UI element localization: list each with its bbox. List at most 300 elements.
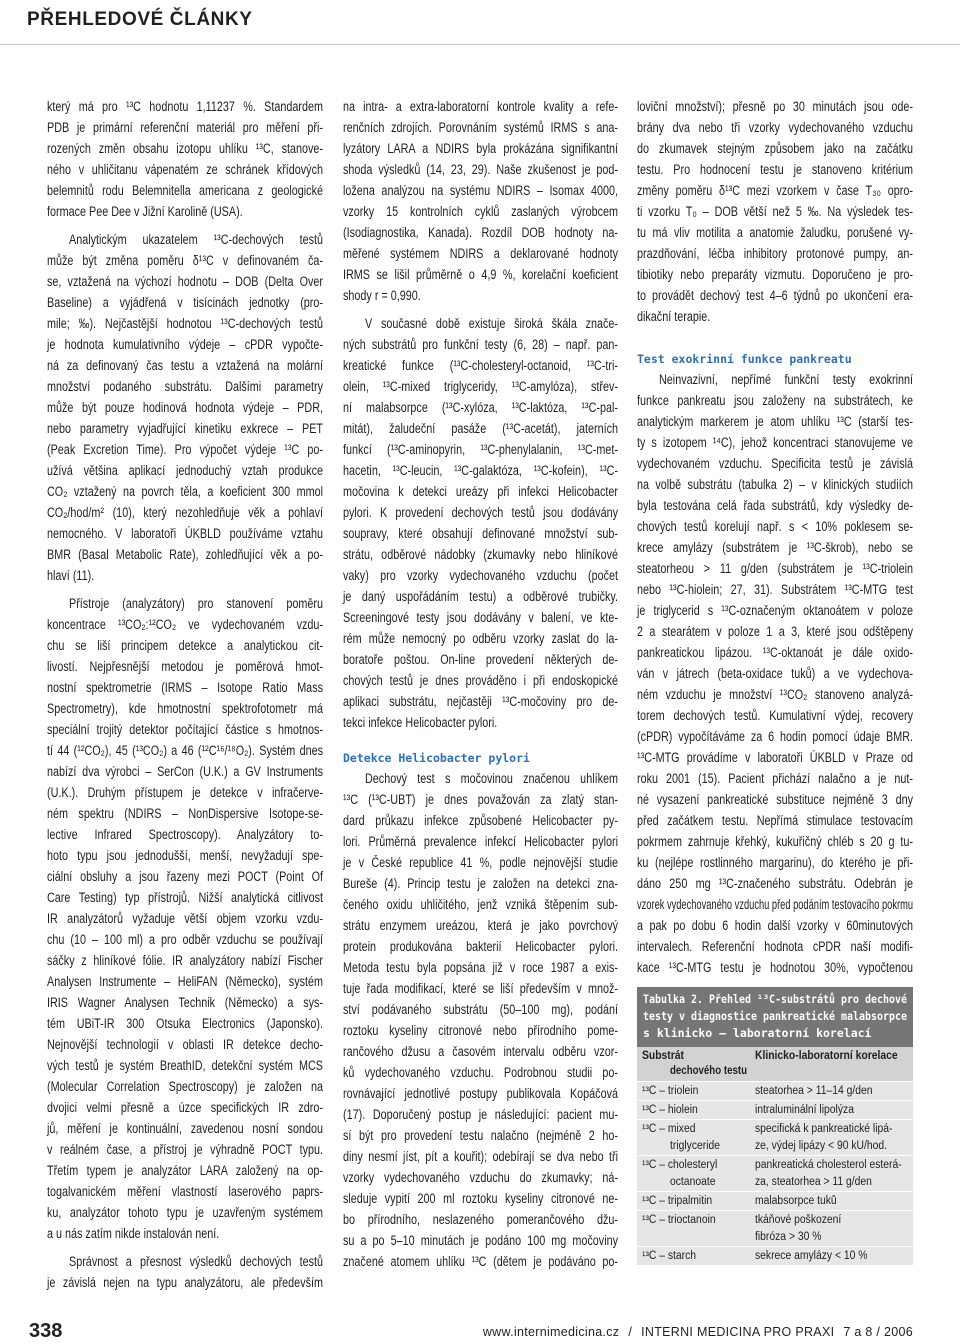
text-line-text: Metoda testu byla popsána již v roce 1987 a exis- (343, 960, 618, 975)
text-line (47, 656, 323, 677)
text-line (47, 1160, 323, 1181)
text-line-text: belemnitů rodu Belemnitella americana z geologické (47, 183, 323, 198)
text-line (47, 782, 323, 803)
text-line (343, 1041, 618, 1062)
text-line (637, 957, 913, 978)
text-line-text: shody r = 0,990. (343, 288, 421, 303)
text-line (47, 481, 323, 502)
text-line-text: vzorek vydechovaného vzduchu před podáním testovacího pokrmu (637, 897, 913, 912)
text-line (755, 1248, 913, 1265)
text-line (47, 355, 323, 376)
text-line (637, 495, 913, 516)
text-line-text: renčních zdrojích. Porovnáním systémů IRMS s ana- (343, 120, 618, 135)
text-line (47, 677, 323, 698)
text-line-text: byla testována celá řada substrátů, kdy výsledky de- (637, 498, 913, 513)
text-line (642, 1083, 750, 1100)
text-line-text: rančového džusu a časovém intervalu odběru vzor- (343, 1044, 618, 1059)
text-line-text: užívá většina aplikací jednoduchý vztah produkce (47, 463, 323, 478)
text-line (343, 936, 618, 957)
paragraph (47, 1251, 323, 1293)
text-line-text: vzorky vydechovaného vzduchu do zkumavky; ná- (343, 1170, 618, 1185)
text-line (343, 117, 618, 138)
text-line-text: su a po 5–10 minutách je podáno 100 mg močoviny (343, 1233, 618, 1248)
website-link[interactable]: www.internimedicina.cz (482, 1325, 620, 1339)
text-line (637, 831, 913, 852)
text-line (637, 873, 913, 894)
text-line (637, 201, 913, 222)
text-line-text: měřené systémem NDIRS a deklarované hodnoty (343, 246, 618, 261)
text-line-text: před začátkem testu. Nepřímá stimulace testovacím (637, 813, 913, 828)
text-line (47, 824, 323, 845)
text-line (47, 117, 323, 138)
text-line (343, 1083, 618, 1104)
text-line-text: nebo parametry vyjadřující kinetiku exkrece – PET (47, 421, 323, 436)
text-line (755, 1174, 913, 1191)
table-cell-correlation (750, 1121, 913, 1155)
text-line-text: Baseline) a vyjádřená v tisícinách jednotky (pro- (47, 295, 323, 310)
text-line (47, 523, 323, 544)
text-line-text: V současné době existuje široká škála znače- (365, 316, 618, 331)
table-2 (637, 987, 913, 1265)
text-line (637, 558, 913, 579)
page-number: 338 (29, 1320, 63, 1342)
text-line-text: BMR (Basal Metabolic Rate), zohledňující věk a po- (47, 547, 323, 562)
text-line-text: (Peak Excretion Time). Pro výpočet výdeje ¹³C po- (47, 442, 323, 457)
text-line-text: tí 44 (¹²CO₂), 45 (¹³CO₂) a 46 (¹²C¹⁶/¹⁸O₂). Systém dnes (47, 743, 323, 758)
text-line-text: bo přírodního, neslazeného pomerančového džu- (343, 1212, 618, 1227)
text-line (755, 1157, 913, 1174)
issue-number: 7 a 8 / 2006 (843, 1325, 913, 1339)
text-line-text: nebo ¹³C-hiolein; 27, 31). Substrátem ¹³C-MTG test (637, 582, 913, 597)
section-heading: Detekce Helicobacter pylori (343, 751, 530, 765)
section-heading: Test exokrinní funkce pankreatu (637, 352, 852, 366)
text-line (637, 138, 913, 159)
text-line (343, 873, 618, 894)
text-line-text: strátu enzymem ureázou, která je jako povrchový (343, 918, 618, 933)
text-line-text: IR analyzátorů vyžaduje větší objem vzorku vzdu- (47, 911, 323, 926)
text-line-text: (Molecular Correlation Spectroscopy) je založen na (47, 1079, 323, 1094)
text-line (637, 621, 913, 642)
text-line-text: triglyceride (670, 1139, 721, 1152)
text-line-text: lori. Průměrná prevalence infekcí Helicobacter pylori (343, 834, 618, 849)
text-line (47, 866, 323, 887)
text-line-text: může být změna poměru δ¹³C v definovaném ča- (47, 253, 323, 268)
text-line (47, 593, 323, 614)
text-line-text: kace ¹³C-MTG testu je hodnotou 30%, vypočtenou (637, 960, 913, 975)
text-line (343, 649, 618, 670)
text-line (47, 96, 323, 117)
text-line (642, 1121, 750, 1138)
paragraph (47, 96, 323, 222)
text-line-text: ném vzduchu je množství ¹³CO₂ stanoveno analyzá- (637, 687, 913, 702)
text-line (642, 1138, 750, 1155)
text-line-text: ¹³C – mixed (642, 1122, 696, 1135)
text-line-text: hlaví (11). (47, 568, 95, 583)
text-line (47, 1139, 323, 1160)
text-line-text: Třetím typem je analyzátor LARA založený na op- (47, 1163, 323, 1178)
text-line (47, 544, 323, 565)
text-line (755, 1229, 913, 1246)
table-row (637, 1155, 913, 1191)
text-line (47, 159, 323, 180)
text-line-text: fibróza > 30 % (755, 1230, 822, 1243)
text-line (343, 334, 618, 355)
text-line (47, 719, 323, 740)
text-line (343, 915, 618, 936)
text-line-text: dvojici velmi přesně a úzce specifických IR zdro- (47, 1100, 323, 1115)
text-line (637, 390, 913, 411)
text-line (343, 852, 618, 873)
text-line (642, 1248, 750, 1265)
text-line-text: vzorky 15 kontrolních cyklů zaslaných výrobcem (343, 204, 618, 219)
text-line-text: je hodnota kumulativního výdeje – cPDR vypočte- (47, 337, 323, 352)
text-line-text: soupravy, které obsahují definované množství sub- (343, 526, 618, 541)
table-row (637, 1119, 913, 1155)
text-line (47, 971, 323, 992)
paragraph (343, 768, 618, 1272)
text-line-text: funkce pankreatu jsou založeny na substrátech, ke (637, 393, 913, 408)
text-line-text: a pak po dobu 6 hodin další vzorky v 60minutových (637, 918, 913, 933)
journal-name: INTERNI MEDICINA PRO PRAXI (641, 1325, 835, 1339)
text-line (47, 1013, 323, 1034)
text-line (47, 460, 323, 481)
text-line (343, 768, 618, 789)
text-line-text: mitát), žaludeční pasáže (¹³C-acetát), jaterních (343, 421, 618, 436)
text-line (637, 453, 913, 474)
header-divider (0, 44, 960, 45)
text-line-text: ze, výdej lipázy < 90 kU/hod. (755, 1139, 888, 1152)
table-header-substrate (637, 1049, 750, 1079)
text-line-text: PDB je primární referenční materiál pro měření při- (47, 120, 323, 135)
text-line (343, 1230, 618, 1251)
text-line-text: tibiotiky nebo preparáty vizmutu. Doporučeno je pro- (637, 267, 913, 282)
text-line (343, 1104, 618, 1125)
text-line-text: malabsorpce tuků (755, 1194, 837, 1207)
text-line (343, 439, 618, 460)
text-line (637, 852, 913, 873)
text-line (47, 376, 323, 397)
text-line (343, 999, 618, 1020)
text-line (47, 845, 323, 866)
text-line (637, 516, 913, 537)
section-title: PŘEHLEDOVÉ ČLÁNKY (27, 9, 253, 30)
text-line (343, 1020, 618, 1041)
table-cell-substrate (637, 1248, 750, 1265)
text-line (47, 180, 323, 201)
text-line (637, 600, 913, 621)
text-line-text: to provádět dechový test 4–6 týdnů po ukončení era- (637, 288, 913, 303)
text-line-text: Tabulka 2. Přehled ¹³C-substrátů pro dechové (643, 992, 907, 1006)
text-line-text: (cPDR) vypočítáváme za 6 hodin pomocí údaje BMR. (637, 729, 913, 744)
text-line-text: ty s izotopem ¹⁴C), jehož koncentraci stanovujeme ve (637, 435, 913, 450)
text-line-text: Klinicko-laboratorní korelace (755, 1050, 898, 1062)
text-line (343, 1146, 618, 1167)
text-line (637, 810, 913, 831)
text-line-text: lyzátory LARA a NDIRS byla prokázána signifikantní (343, 141, 618, 156)
text-line-text: livostí. Nejpřesnější metodou je poměrová hmot- (47, 659, 323, 674)
text-line-text: ¹³C – cholesteryl (642, 1158, 718, 1171)
table-row (637, 1246, 913, 1265)
paragraph (343, 96, 618, 306)
text-line (343, 1125, 618, 1146)
text-line-text: za, steatorhea > 11 g/den (755, 1175, 872, 1188)
text-line (755, 1212, 913, 1229)
text-line-text: je závislá nejen na typu analyzátoru, ale především (47, 1275, 323, 1290)
text-line-text: Analytickým ukazatelem ¹³C-dechových testů (69, 232, 323, 247)
text-line-text: ti vzorku T₀ – DOB větší než 5 ‰. Na výsledek tes- (637, 204, 913, 219)
text-line-text: brány dva nebo tři vzorky vydechovaného vzduchu (637, 120, 913, 135)
text-line (637, 915, 913, 936)
text-line-text: speciální trojitý detektor počítající částice s hmotnos- (47, 722, 323, 737)
text-line (343, 502, 618, 523)
text-line (343, 544, 618, 565)
text-line-text: Substrát (642, 1050, 684, 1062)
text-line-text: a u nás zatím nikde instalován není. (47, 1226, 220, 1241)
text-line (47, 334, 323, 355)
text-line (47, 1118, 323, 1139)
text-line (637, 705, 913, 726)
text-line (47, 614, 323, 635)
text-line (47, 229, 323, 250)
text-line (637, 222, 913, 243)
text-line-text: do zkumavek stejným způsobem jako na začátku (637, 141, 913, 156)
text-line-text: krece amylázy (substrátem je ¹³C-škrob), nebo se (637, 540, 913, 555)
text-line (47, 950, 323, 971)
text-line-text: se, vztažená na výchozí hodnotu – DOB (Delta Over (47, 274, 323, 289)
text-line (47, 887, 323, 908)
text-line-text: pylori. K provedení dechových testů jsou dodávány (343, 505, 618, 520)
text-line-text: který má pro ¹³C hodnotu 1,11237 %. Standardem (47, 99, 323, 114)
text-line-text: sekrece amylázy < 10 % (755, 1249, 868, 1262)
text-line (343, 243, 618, 264)
text-line (637, 579, 913, 600)
text-line (755, 1049, 913, 1064)
text-line-text: IRMS se lišil průměrně o 4,9 %, korelační koeficient (343, 267, 618, 282)
text-line (343, 285, 618, 306)
text-line-text: diny nesmí jíst, pít a kouřit); odebírají se dva nebo tři (343, 1149, 618, 1164)
text-line-text: ku, analyzátor tohoto typu je uzavřeným systémem (47, 1205, 323, 1220)
text-line-text: množství podaného substrátu. Dalšími parametry (47, 379, 323, 394)
text-line-text: analytickým markerem je atom uhlíku ¹³C (starší tes- (637, 414, 913, 429)
table-cell-substrate (637, 1193, 750, 1210)
text-line-text: může být pouze hodinová hodnota výdeje – PDR, (47, 400, 323, 415)
text-line-text: je v České republice 41 %, podle nejnovější studie (343, 855, 618, 870)
text-line (637, 789, 913, 810)
text-line (642, 1212, 750, 1229)
footer-separator: / (628, 1325, 633, 1339)
text-line-text: chových testů korelují např. s < 10% poklesem se- (637, 519, 913, 534)
text-line-text: torem dechových testů. Kumulativní výdej, recovery (637, 708, 913, 723)
text-line (47, 1034, 323, 1055)
text-line-text: je daný uspořádáním testu) a odběrové trubičky. (343, 589, 618, 604)
text-line (343, 180, 618, 201)
text-line-text: ného v uhličitanu vápenatém ze schránek křídových (47, 162, 323, 177)
text-line-text: vých testů je systém BreathID, detekční systém MCS (47, 1058, 323, 1073)
text-line (47, 439, 323, 460)
text-line-text: na intra- a extra-laboratorní kontrole kvality a refe- (343, 99, 618, 114)
text-line (343, 96, 618, 117)
text-line (47, 929, 323, 950)
text-line (47, 292, 323, 313)
text-line (343, 222, 618, 243)
table-cell-correlation (750, 1083, 913, 1100)
text-line-text: sleduje vypití 200 ml roztoku kyseliny citronové ne- (343, 1191, 618, 1206)
text-line-text: nabízí dva výrobci – SerCon (U.K.) a GV Instruments (47, 764, 323, 779)
text-line (343, 138, 618, 159)
text-line (47, 740, 323, 761)
text-line-text: steatorheou > 11 g/den (substrátem je ¹³C-triolein (637, 561, 913, 576)
text-line-text: ¹³C-MTG provádíme v laboratoři ÚKBLD v Praze od (637, 750, 913, 765)
text-line-text: tu má vliv motilita a anatomie žaludku, porušené vy- (637, 225, 913, 240)
text-line-text: Neinvazivní, nepřímé funkční testy exokrinní (659, 372, 913, 387)
text-line-text: na volbě substrátu (tabulka 2) – v klinických studiích (637, 477, 913, 492)
text-line (343, 460, 618, 481)
text-line-text: CO₂/hod/m² (10), který nezohledňuje věk a pohlaví (47, 505, 323, 520)
text-line-text: nostní spektrometrie (IRMS – Isotope Ratio Mass (47, 680, 323, 695)
text-line (343, 201, 618, 222)
text-line (47, 1272, 323, 1293)
text-line-text: Správnost a přesnost výsledků dechových testů (69, 1254, 323, 1269)
text-line (47, 1181, 323, 1202)
text-line (47, 1076, 323, 1097)
paragraph (637, 96, 913, 327)
text-line-text: prazdňování, léčba inhibitory protonové pumpy, an- (637, 246, 913, 261)
text-line (637, 96, 913, 117)
table-cell-substrate (637, 1157, 750, 1191)
text-line-text: ku (nejlépe rostlinného margarinu), do kterého je při- (637, 855, 913, 870)
table-row (637, 1100, 913, 1119)
text-line-text: ných substrátů pro funkční testy (6, 28) – např. pan- (343, 337, 618, 352)
text-line (47, 1202, 323, 1223)
text-line (637, 768, 913, 789)
text-line-text: ván v játrech (beta-oxidace tuků) a ve vydechova- (637, 666, 913, 681)
text-line-text: sí být pro provedení testu nalačno (nejméně 2 ho- (343, 1128, 618, 1143)
text-line-text: ná za definovaný čas testu a vztažená na molární (47, 358, 323, 373)
text-line-text: vaky) pro vzorky vydechovaného vzduchu (počet (343, 568, 618, 583)
text-line-text: dáno 250 mg ¹³C-značeného substrátu. Odebrán je (637, 876, 913, 891)
text-line (343, 376, 618, 397)
paragraph (637, 369, 913, 978)
text-line-text: togalvanickém měření vlastností laserového paprs- (47, 1184, 323, 1199)
text-line (637, 474, 913, 495)
text-line-text: strátu, odběrové nádobky (zkumavky nebo hliníkové (343, 547, 618, 562)
text-line (637, 369, 913, 390)
text-line-text: Dechový test s močovinou značenou uhlíkem (365, 771, 618, 786)
text-line-text: rozených změn obsahu izotopu uhlíku ¹³C, stanove- (47, 141, 323, 156)
text-line-text: CO₂ vztažený na povrch těla, a koeficient 300 mmol (47, 484, 323, 499)
text-column-1 (47, 96, 323, 1293)
text-line-text: aplikaci substrátu, nejčastěji ¹³C-močoviny pro de- (343, 694, 618, 709)
text-line-text: tuje řada modifikací, které se liší především v množ- (343, 981, 618, 996)
text-line-text: v reálném čase, a přístroj je výhradně POCT typu. (47, 1142, 323, 1157)
text-line (47, 761, 323, 782)
table-cell-substrate (637, 1083, 750, 1100)
text-line (642, 1102, 750, 1119)
table-cell-correlation (750, 1212, 913, 1246)
text-line (343, 1167, 618, 1188)
text-line-text: lective Infrared Spectroscopy). Analyzátory to- (47, 827, 323, 842)
text-line (343, 397, 618, 418)
text-line (47, 908, 323, 929)
text-line (47, 1251, 323, 1272)
text-line (642, 1157, 750, 1174)
table-cell-correlation (750, 1157, 913, 1191)
table-row (637, 1191, 913, 1210)
text-line (343, 691, 618, 712)
text-line (637, 264, 913, 285)
table-cell-substrate (637, 1102, 750, 1119)
text-line (47, 201, 323, 222)
text-line (47, 635, 323, 656)
text-line (637, 117, 913, 138)
text-line-text: pokrmem zahrnuje křehký, kukuřičný chléb s 20 g tu- (637, 834, 913, 849)
text-line-text: ¹³C – tripalmitin (642, 1194, 713, 1207)
text-line (47, 1097, 323, 1118)
text-line (343, 523, 618, 544)
text-line-text: ciální obsluhy a jsou řazeny mezi POCT (Point Of (47, 869, 323, 884)
text-line-text: loviční množství); přesně po 30 minutách jsou ode- (637, 99, 913, 114)
text-line (637, 894, 913, 915)
text-line (637, 411, 913, 432)
text-line (637, 306, 913, 327)
text-line-text: dechového testu (670, 1065, 747, 1077)
text-line-text: ní malabsorpce (¹³C-xylóza, ¹³C-laktóza, ¹³C-pal- (343, 400, 618, 415)
table-caption (637, 987, 913, 1047)
text-line (47, 1223, 323, 1244)
text-line-text: chu (10 – 100 ml) a pro odběr vzduchu se používají (47, 932, 323, 947)
text-line (637, 684, 913, 705)
text-line-text: olein, ¹³C-mixed triglyceridy, ¹³C-amylóza), střev- (343, 379, 618, 394)
text-line-text: kreatické funkce (¹³C-cholesteryl-octanoid, ¹³C-tri- (343, 358, 618, 373)
text-line (343, 418, 618, 439)
text-line-text: Spectrometry), kde hmotnostní spektrofotometr má (47, 701, 323, 716)
text-line (637, 159, 913, 180)
text-line-text: formace Pee Dee v Jižní Karolině (USA). (47, 204, 243, 219)
text-line-text: (Isodiagnostika, Kanada). Rozdíl DOB hodnoty na- (343, 225, 618, 240)
text-line (755, 1138, 913, 1155)
text-line (343, 831, 618, 852)
text-line-text: je triglycerid s ¹³C-označeným oktanoátem v poloze (637, 603, 913, 618)
text-line (642, 1064, 750, 1079)
text-line-text: tém UBiT-IR 300 Otsuka Electronics (Japonsko). (47, 1016, 323, 1031)
text-line (642, 1174, 750, 1191)
text-line-text: shoda výsledků (14, 23, 29). Naše zkušenost je pod- (343, 162, 618, 177)
text-column-2 (343, 96, 618, 1272)
text-line-text: Nejnovější technologií v oblasti IR detekce decho- (47, 1037, 323, 1052)
text-line (343, 264, 618, 285)
text-line (343, 481, 618, 502)
footer-running-title (483, 1325, 913, 1339)
text-line-text: ¹³C – hiolein (642, 1103, 698, 1116)
text-line-text: steatorhea > 11–14 g/den (755, 1084, 873, 1097)
text-line-text: Care Testing) typ přístrojů. Nižší analytická citlivost (47, 890, 323, 905)
text-line-text: s klinicko – laboratorní korelací (643, 1026, 872, 1040)
table-cell-correlation (750, 1193, 913, 1210)
text-line (343, 628, 618, 649)
table-body (637, 1081, 913, 1265)
text-line-text: rovnávající jednotlivé postupy publikovala Kopáčová (343, 1086, 618, 1101)
text-line-text: ¹³C – trioctanoin (642, 1213, 716, 1226)
text-line-text: octanoate (670, 1175, 716, 1188)
table-cell-correlation (750, 1102, 913, 1119)
text-line-text: pankreatickou lipázou. ¹³C-oktanoát je dále oxido- (637, 645, 913, 660)
text-line (47, 1055, 323, 1076)
text-line (643, 1008, 907, 1025)
text-line-text: intraluminální lipolýza (755, 1103, 854, 1116)
text-line (343, 313, 618, 334)
text-line-text: změny poměru δ¹³C mezi vzorkem v čase T₃₀ opro- (637, 183, 913, 198)
text-line-text: boratoře poštou. On-line provedení některých de- (343, 652, 618, 667)
